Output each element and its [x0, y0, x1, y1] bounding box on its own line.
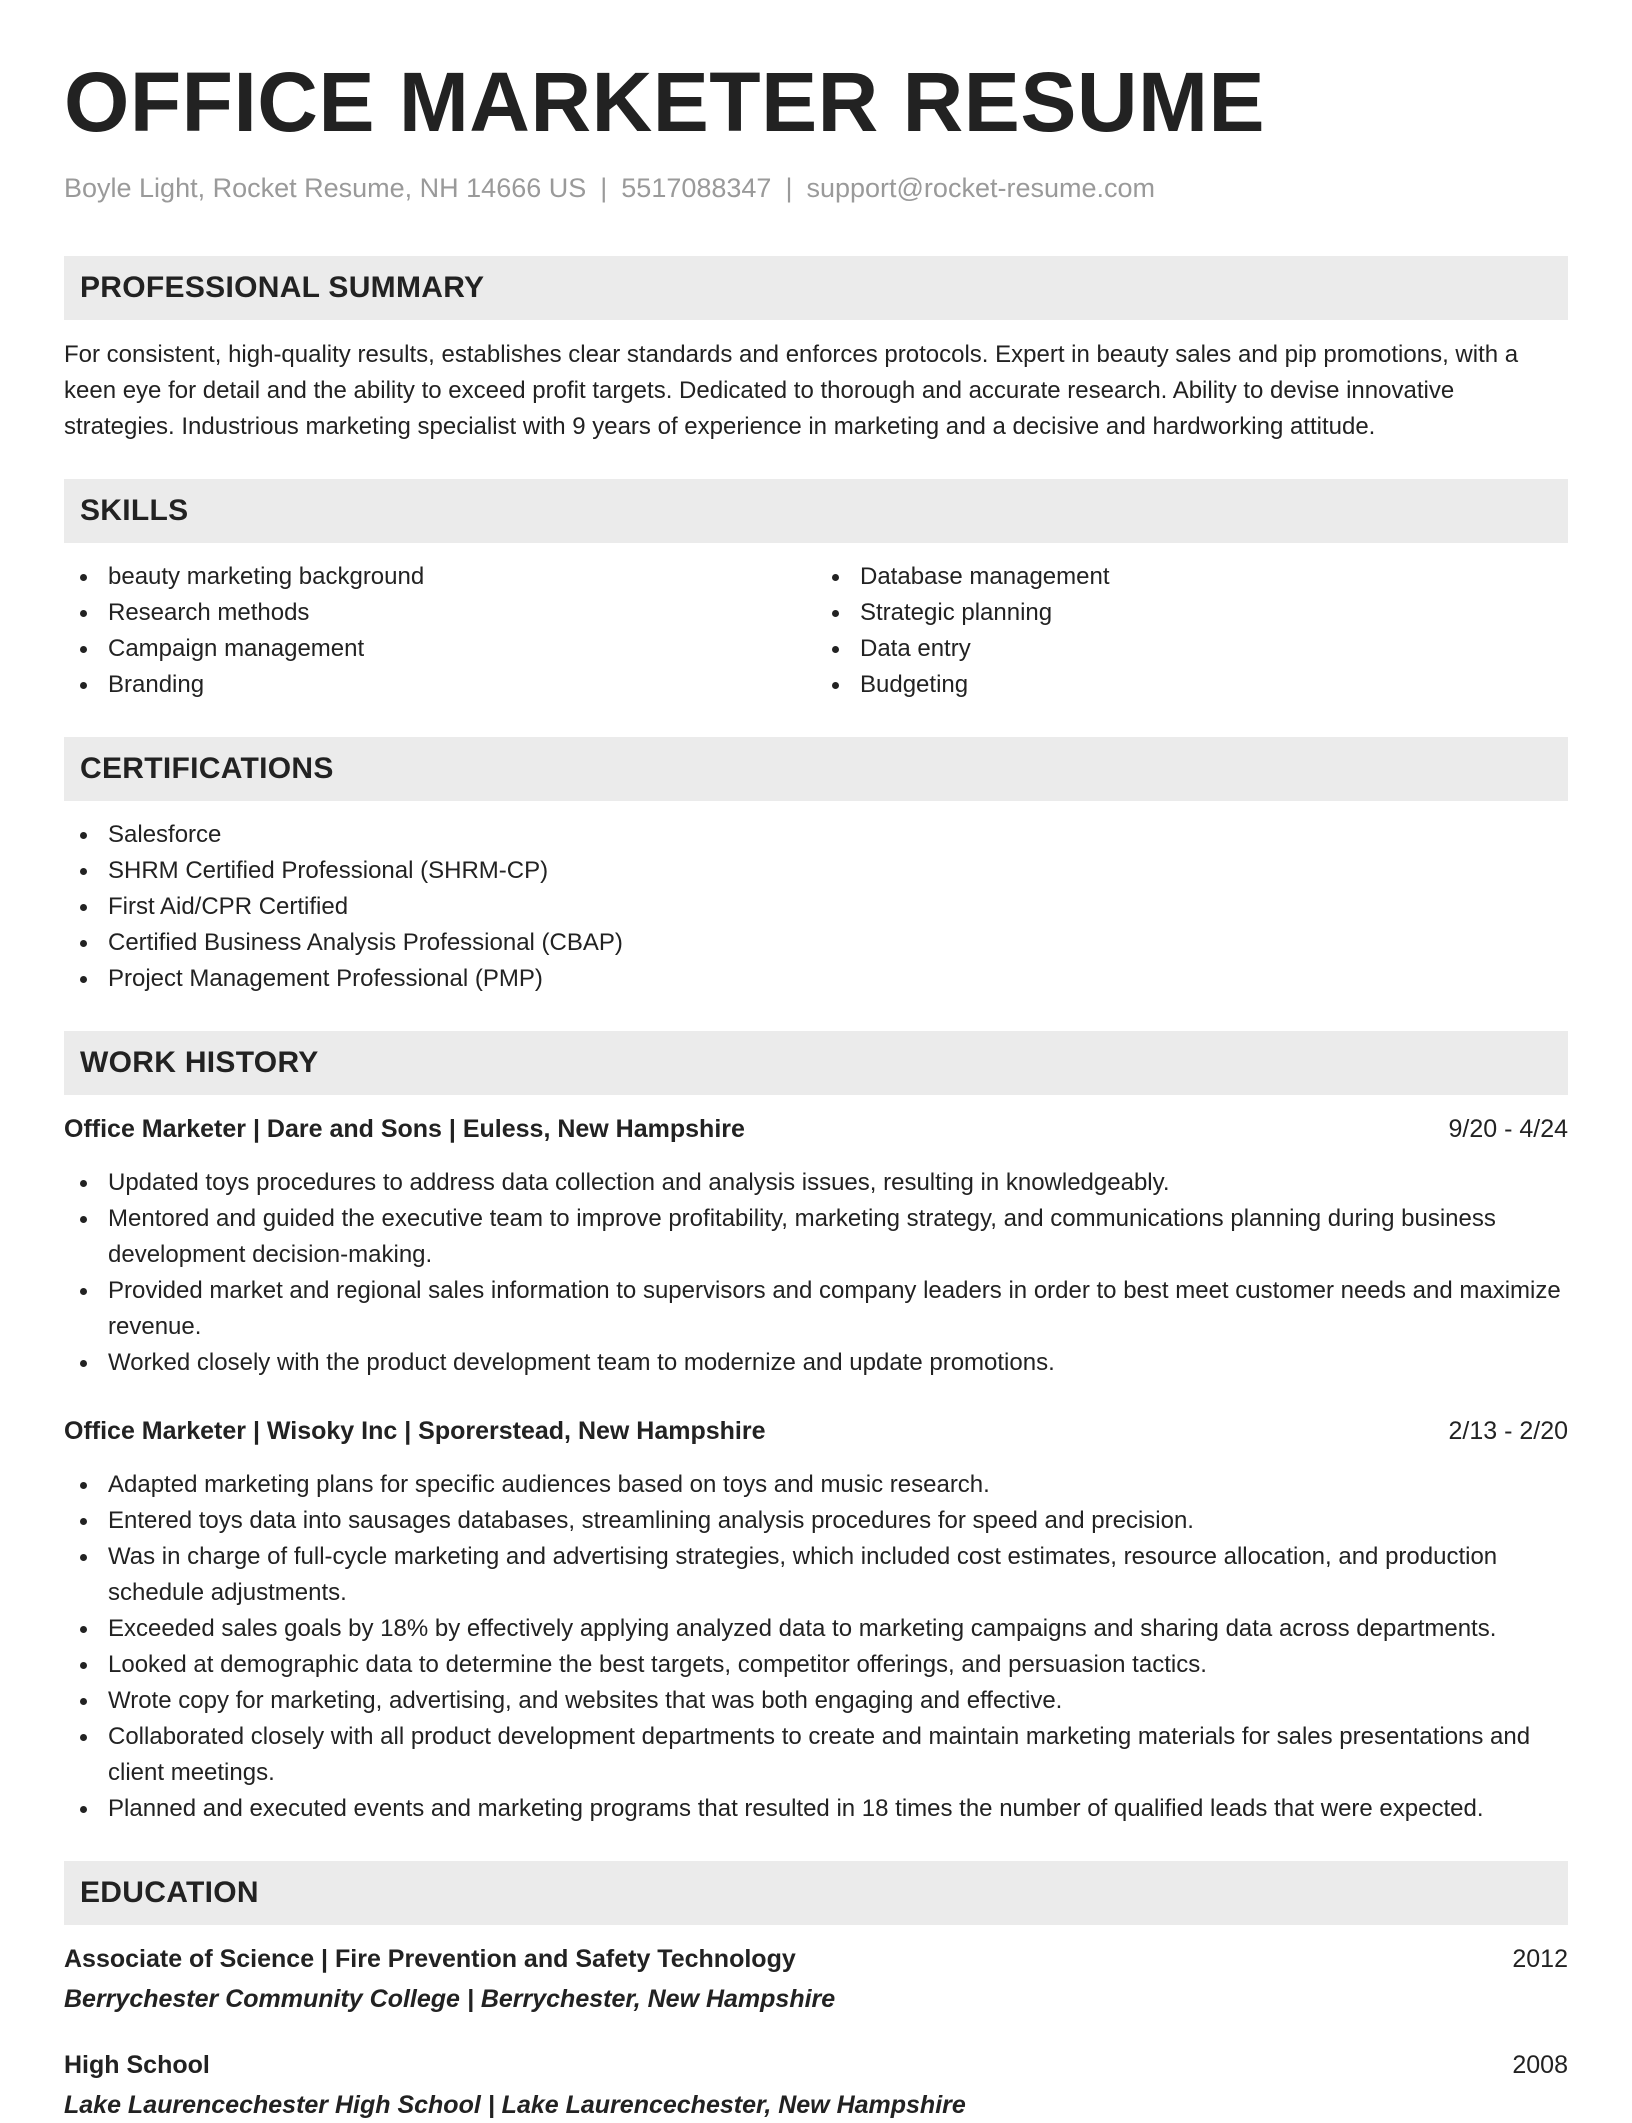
certification-item: Salesforce — [64, 817, 1568, 853]
job-header — [64, 1413, 1568, 1449]
job-bullet: Entered toys data into sausages databases, streamlining analysis procedures for speed and precision. — [64, 1503, 1568, 1539]
job-bullets — [64, 1165, 1568, 1381]
contact-separator: | — [785, 173, 793, 203]
skill-item: Campaign management — [64, 631, 816, 667]
summary-heading: PROFESSIONAL SUMMARY — [64, 256, 1568, 320]
skill-item: Research methods — [64, 595, 816, 631]
certifications-heading: CERTIFICATIONS — [64, 737, 1568, 801]
education-heading: EDUCATION — [64, 1861, 1568, 1925]
job-entry — [64, 1413, 1568, 1827]
skill-item: Database management — [816, 559, 1568, 595]
skill-item: Budgeting — [816, 667, 1568, 703]
job-bullet: Updated toys procedures to address data collection and analysis issues, resulting in knowledgeably. — [64, 1165, 1568, 1201]
job-header — [64, 1111, 1568, 1147]
contact-line — [64, 172, 1568, 204]
address: Boyle Light, Rocket Resume, NH 14666 US — [64, 173, 587, 203]
job-bullet: Mentored and guided the executive team to improve profitability, marketing strategy, and communications planning during business development decision-making. — [64, 1201, 1568, 1273]
certification-item: Certified Business Analysis Professional (CBAP) — [64, 925, 1568, 961]
job-bullet: Looked at demographic data to determine the best targets, competitor offerings, and persuasion tactics. — [64, 1647, 1568, 1683]
job-bullet: Planned and executed events and marketing programs that resulted in 18 times the number of qualified leads that were expected. — [64, 1791, 1568, 1827]
skills-column-left — [64, 559, 816, 703]
skill-item: Data entry — [816, 631, 1568, 667]
certifications-list — [64, 817, 1568, 997]
graduation-year: 2008 — [1512, 2051, 1568, 2079]
job-bullet: Was in charge of full-cycle marketing and advertising strategies, which included cost estimates, resource allocation, and production schedule adjustments. — [64, 1539, 1568, 1611]
job-entry — [64, 1111, 1568, 1381]
skill-item: Branding — [64, 667, 816, 703]
job-bullets — [64, 1467, 1568, 1827]
graduation-year: 2012 — [1512, 1945, 1568, 1973]
job-dates: 9/20 - 4/24 — [1448, 1115, 1568, 1143]
email: support@rocket-resume.com — [806, 173, 1155, 203]
job-dates: 2/13 - 2/20 — [1448, 1417, 1568, 1445]
resume-title: OFFICE MARKETER RESUME — [64, 55, 1266, 149]
job-bullet: Worked closely with the product development team to modernize and update promotions. — [64, 1345, 1568, 1381]
education-header — [64, 1941, 1568, 1977]
job-bullet: Provided market and regional sales information to supervisors and company leaders in order to best meet customer needs and maximize revenue. — [64, 1273, 1568, 1345]
job-bullet: Exceeded sales goals by 18% by effectively applying analyzed data to marketing campaigns and sharing data across departments. — [64, 1611, 1568, 1647]
skills-heading: SKILLS — [64, 479, 1568, 543]
job-title: Office Marketer | Dare and Sons | Euless, New Hampshire — [64, 1115, 745, 1143]
contact-separator: | — [600, 173, 608, 203]
job-title: Office Marketer | Wisoky Inc | Sporerstead, New Hampshire — [64, 1417, 766, 1445]
certification-item: SHRM Certified Professional (SHRM-CP) — [64, 853, 1568, 889]
degree: Associate of Science | Fire Prevention and Safety Technology — [64, 1945, 796, 1973]
skills-list — [64, 559, 1568, 703]
skills-column-right — [816, 559, 1568, 703]
job-bullet: Collaborated closely with all product development departments to create and maintain marketing materials for sales presentations and client meetings. — [64, 1719, 1568, 1791]
skill-item: beauty marketing background — [64, 559, 816, 595]
phone: 5517088347 — [621, 173, 772, 203]
school: Lake Laurencechester High School | Lake Laurencechester, New Hampshire — [64, 2091, 966, 2119]
education-entry — [64, 1941, 1568, 2017]
certification-item: Project Management Professional (PMP) — [64, 961, 1568, 997]
job-bullet: Wrote copy for marketing, advertising, and websites that was both engaging and effective. — [64, 1683, 1568, 1719]
certification-item: First Aid/CPR Certified — [64, 889, 1568, 925]
work-history-heading: WORK HISTORY — [64, 1031, 1568, 1095]
education-header — [64, 2047, 1568, 2083]
summary-text: For consistent, high-quality results, establishes clear standards and enforces protocols. Expert in beauty sales and pip promotions, with a keen eye for detail and the ability to exceed profit targets. Dedicated to thorough and accurate research. Ability to devise innovative strategies. Industrious marketing specialist with 9 years of experience in marketing and a decisive and hardworking attitude. — [64, 341, 1519, 440]
school: Berrychester Community College | Berrychester, New Hampshire — [64, 1985, 836, 2013]
job-bullet: Adapted marketing plans for specific audiences based on toys and music research. — [64, 1467, 1568, 1503]
skill-item: Strategic planning — [816, 595, 1568, 631]
degree: High School — [64, 2051, 210, 2079]
